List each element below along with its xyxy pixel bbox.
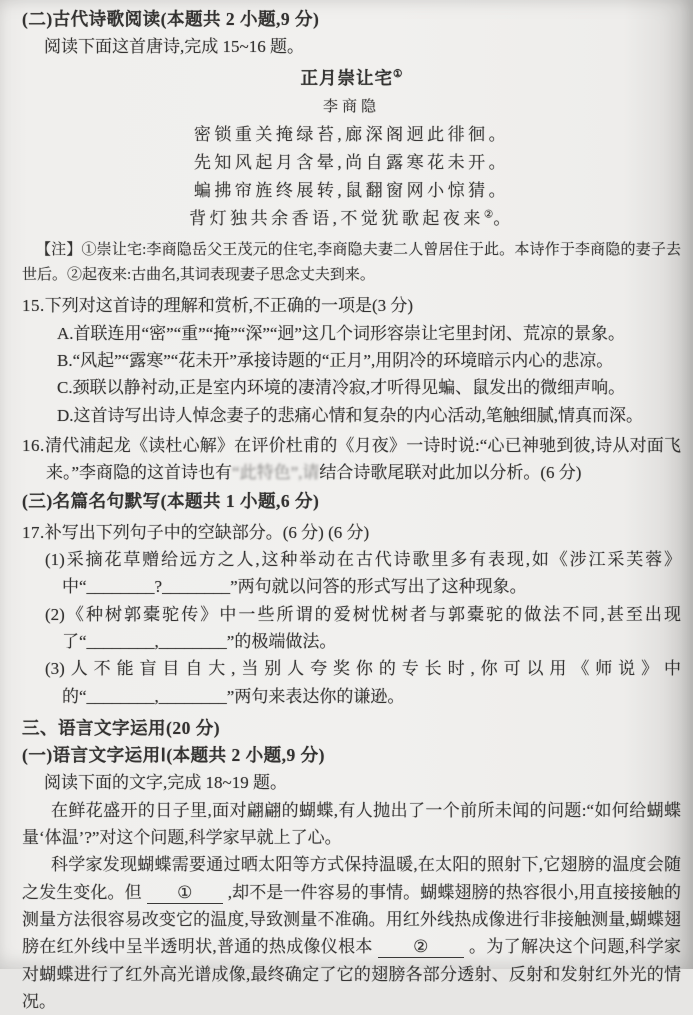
poem-title — [22, 63, 681, 93]
poem-line-4-note-ref: ② — [483, 208, 494, 220]
question-15-option-d: D.这首诗写出诗人悼念妻子的悲痛心情和复杂的内心活动,笔触细腻,情真而深。 — [57, 405, 644, 425]
passage-paragraph-2-seg3: 。为了解决这个问题,科学家对蝴蝶进行了红外高光谱成像,最终确定了它的翅膀各部分透射、反射和发射红外光的情况。 — [22, 937, 681, 1011]
question-17-stem: 补写出下列句子中的空缺部分。(6 分) (6 分) — [44, 522, 370, 542]
poetry-instruction: 阅读下面这首唐诗,完成 15~16 题。 — [44, 37, 304, 57]
fill-blank-1: ① — [147, 884, 223, 904]
poem-line-4-text: 背灯独共余香语,不觉犹歌起夜来 — [189, 208, 484, 228]
poem-line-1: 密锁重关掩绿苔,廊深阁迥此徘徊。 — [193, 124, 510, 144]
question-15-number: 15. — [22, 296, 45, 316]
question-17-item-2: (2)《种树郭橐驼传》中一些所谓的爱树忧树者与郭橐驼的做法不同,甚至出现了“________,________”的极端做法。 — [45, 604, 681, 651]
poem-title-note-ref: ① — [393, 68, 403, 80]
question-17-item-1: (1)采摘花草赠给远方之人,这种举动在古代诗歌里多有表现,如《涉江采芙蓉》中“________?________”两句就以问答的形式写出了这种现象。 — [45, 550, 681, 597]
poem-title-text: 正月崇让宅 — [300, 67, 394, 88]
passage-paragraph-2-seg1: 科学家发现蝴蝶需要通过晒太阳等方式保持温暖,在太阳的照射下,它翅膀的温度会随之发生变化。但 — [22, 855, 681, 902]
section-dictation-header: (三)名篇名句默写(本题共 1 小题,6 分) — [22, 491, 320, 512]
question-17-number: 17. — [22, 522, 45, 542]
language-instruction: 阅读下面的文字,完成 18~19 题。 — [44, 773, 287, 793]
passage-paragraph-2 — [22, 851, 681, 1015]
section-language-header: 三、语言文字运用(20 分) — [22, 717, 221, 738]
passage-paragraph-1: 在鲜花盛开的日子里,面对翩翩的蝴蝶,有人抛出了一个前所未闻的问题:“如何给蝴蝶量‘体温’?”对这个问题,科学家早就上了心。 — [22, 800, 681, 848]
passage-paragraph-2-seg2: ,却不是一件容易的事情。蝴蝶翅膀的热容很小,用直接接触的测量方法很容易改变它的温度,导致测量不准确。用红外线热成像进行非接触测量,蝴蝶翅膀在红外线中呈半透明状,普通的热成像仪根本 — [22, 882, 682, 957]
fill-blank-2: ② — [378, 938, 464, 958]
question-16 — [22, 432, 681, 487]
question-15-option-a: A.首联连用“密”“重”“掩”“深”“迥”这几个词形容崇让宅里封闭、荒凉的景象。 — [57, 323, 625, 343]
poem-line-2: 先知风起月含晕,尚自露寒花未开。 — [193, 152, 510, 172]
section-language-sub-header: (一)语言文字运用Ⅰ(本题共 2 小题,9 分) — [22, 745, 325, 766]
poem-line-4 — [22, 205, 681, 233]
question-16-smudged-text: “此特色”,请 — [232, 463, 320, 483]
question-17-item-3: (3)人不能盲目自大,当别人夸奖你的专长时,你可以用《师说》中的“________,________”两句来表达你的谦逊。 — [45, 659, 681, 706]
question-15-stem: 下列对这首诗的理解和赏析,不正确的一项是(3 分) — [44, 296, 414, 316]
question-16-number: 16. — [22, 435, 45, 455]
poem-line-3: 蝙拂帘旌终展转,鼠翻窗网小惊猜。 — [193, 180, 510, 200]
section-poetry-header: (二)古代诗歌阅读(本题共 2 小题,9 分) — [22, 9, 320, 29]
poem-line-4-period: 。 — [493, 208, 514, 228]
poem-author: 李商隐 — [322, 98, 380, 115]
question-17 — [22, 519, 681, 546]
question-15-option-b: B.“风起”“露寒”“花未开”承接诗题的“正月”,用阴冷的环境暗示内心的悲凉。 — [57, 351, 614, 370]
question-15 — [22, 292, 681, 319]
question-16-stem-end: 结合诗歌尾联对此加以分析。(6 分) — [319, 463, 582, 483]
question-15-option-c: C.颈联以静衬动,正是室内环境的凄清冷寂,才听得见蝙、鼠发出的微细声响。 — [57, 378, 626, 398]
question-16-stem-start: 清代浦起龙《读杜心解》在评价杜甫的《月夜》一诗时说:“心已神驰到彼,诗从对面飞来。”李商隐的这首诗也有 — [44, 435, 681, 483]
poem-footnote: 【注】①崇让宅:李商隐岳父王茂元的住宅,李商隐夫妻二人曾居住于此。本诗作于李商隐的妻子去世后。②起夜来:古曲名,其词表现妻子思念丈夫到来。 — [22, 241, 681, 283]
